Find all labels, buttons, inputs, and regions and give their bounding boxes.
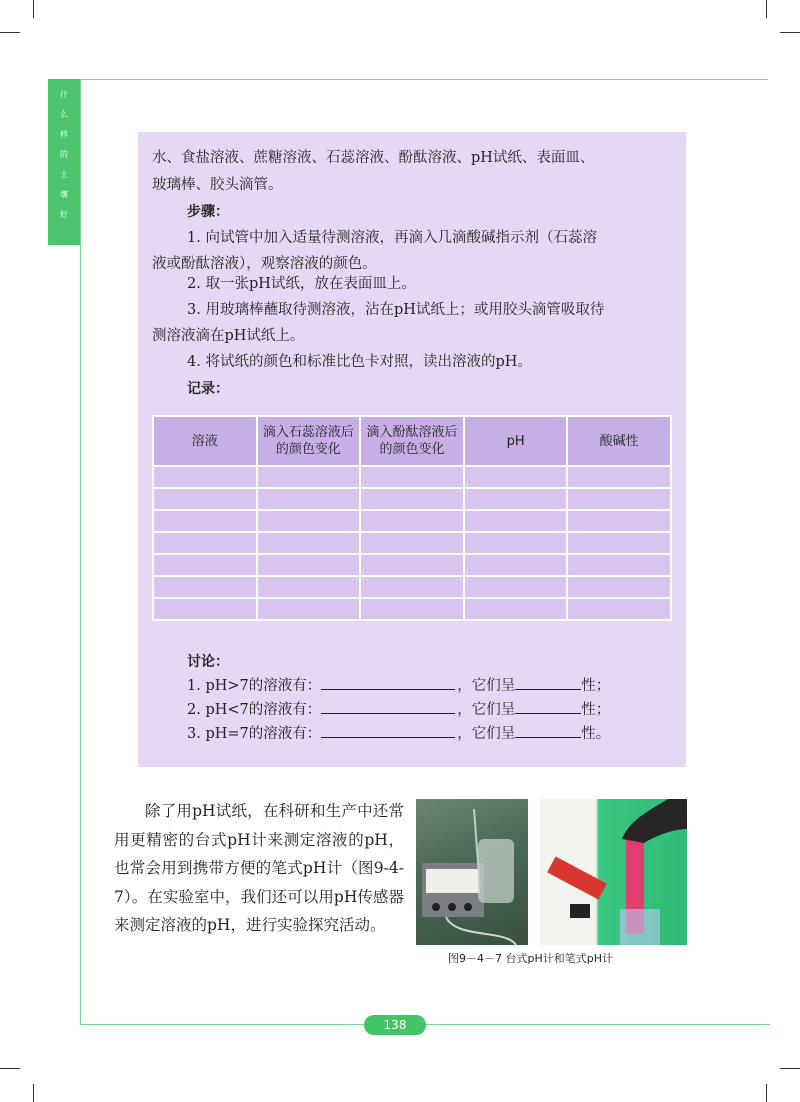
pen-ph-meter-photo — [540, 799, 687, 945]
pen-ph-meter-image — [540, 799, 687, 945]
column-header: 滴入酚酞溶液后的颜色变化 — [360, 416, 464, 466]
table-cell[interactable] — [360, 598, 464, 620]
table-cell[interactable] — [464, 510, 568, 532]
discussion-item — [187, 698, 610, 722]
discussion-heading: 讨论： — [187, 654, 229, 670]
table-row — [153, 488, 671, 510]
page-frame-left — [80, 79, 81, 1024]
table-cell[interactable] — [153, 576, 257, 598]
side-tab-char: 的 — [60, 150, 68, 159]
column-header: 溶液 — [153, 416, 257, 466]
discussion-prefix: 1. pH>7的溶液有： — [187, 678, 322, 694]
table-cell[interactable] — [360, 488, 464, 510]
table-cell[interactable] — [257, 576, 361, 598]
table-cell[interactable] — [257, 554, 361, 576]
table-cell[interactable] — [567, 598, 671, 620]
table-row — [153, 554, 671, 576]
side-tab-char: 好 — [60, 210, 68, 219]
discussion-middle: ，它们呈 — [457, 678, 516, 694]
table-cell[interactable] — [257, 598, 361, 620]
table-row — [153, 466, 671, 488]
discussion-middle: ，它们呈 — [457, 702, 516, 718]
table-cell[interactable] — [153, 554, 257, 576]
answer-blank[interactable] — [515, 674, 581, 690]
table-cell[interactable] — [153, 510, 257, 532]
side-tab-char: 什 — [60, 90, 68, 99]
table-row — [153, 532, 671, 554]
table-header-row — [153, 416, 671, 466]
materials-line: 水、食盐溶液、蔗糖溶液、石蕊溶液、酚酞溶液、pH试纸、表面皿、 — [152, 150, 595, 166]
table-cell[interactable] — [360, 554, 464, 576]
page-frame-top — [80, 79, 768, 80]
step-text: 测溶液滴在pH试纸上。 — [152, 328, 305, 344]
table-cell[interactable] — [257, 510, 361, 532]
table-cell[interactable] — [257, 466, 361, 488]
record-table — [152, 415, 672, 621]
table-cell[interactable] — [567, 466, 671, 488]
table-cell[interactable] — [360, 532, 464, 554]
body-paragraph: 除了用pH试纸，在科研和生产中还常用更精密的台式pH计来测定溶液的pH，也常会用到携带方便的笔式pH计（图9-4-7）。在实验室中，我们还可以用pH传感器来测定溶液的pH，进行实验探究活动。 — [114, 802, 404, 934]
table-cell[interactable] — [567, 510, 671, 532]
discussion-prefix: 3. pH=7的溶液有： — [187, 726, 322, 742]
crop-mark — [780, 1068, 800, 1069]
table-cell[interactable] — [464, 554, 568, 576]
side-tab-char: 壤 — [60, 190, 68, 199]
column-header: pH — [464, 416, 568, 466]
crop-mark — [0, 1068, 20, 1069]
answer-blank[interactable] — [515, 722, 581, 738]
table-cell[interactable] — [153, 532, 257, 554]
discussion-middle: ，它们呈 — [457, 726, 516, 742]
materials-line: 玻璃棒、胶头滴管。 — [152, 177, 283, 193]
steps-heading: 步骤： — [187, 204, 229, 220]
discussion-item — [187, 722, 610, 746]
table-cell[interactable] — [464, 466, 568, 488]
page-number: 138 — [364, 1015, 426, 1035]
step-text: 液或酚酞溶液），观察溶液的颜色。 — [152, 256, 377, 272]
crop-mark — [0, 32, 20, 33]
table-row — [153, 576, 671, 598]
body-text-block — [114, 797, 404, 940]
table-cell[interactable] — [153, 598, 257, 620]
answer-blank[interactable] — [321, 674, 455, 690]
table-cell[interactable] — [257, 488, 361, 510]
table-cell[interactable] — [464, 576, 568, 598]
column-header: 酸碱性 — [567, 416, 671, 466]
answer-blank[interactable] — [321, 722, 455, 738]
column-header: 滴入石蕊溶液后的颜色变化 — [257, 416, 361, 466]
step-text: 1. 向试管中加入适量待测溶液，再滴入几滴酸碱指示剂（石蕊溶 — [187, 230, 597, 246]
table-cell[interactable] — [153, 488, 257, 510]
step-text: 2. 取一张pH试纸，放在表面皿上。 — [187, 276, 416, 292]
record-table-body — [153, 466, 671, 620]
record-heading: 记录： — [187, 381, 229, 397]
crop-mark — [780, 32, 800, 33]
step-text: 4. 将试纸的颜色和标准比色卡对照，读出溶液的pH。 — [187, 354, 532, 370]
answer-blank[interactable] — [515, 698, 581, 714]
table-cell[interactable] — [153, 466, 257, 488]
table-row — [153, 510, 671, 532]
discussion-suffix: 性； — [581, 678, 611, 694]
discussion-suffix: 性。 — [581, 726, 611, 742]
table-cell[interactable] — [360, 510, 464, 532]
discussion-item — [187, 674, 610, 698]
crop-mark — [33, 1084, 34, 1102]
benchtop-ph-meter-image — [416, 799, 528, 945]
benchtop-ph-meter-photo — [416, 799, 528, 945]
table-cell[interactable] — [567, 532, 671, 554]
table-cell[interactable] — [360, 576, 464, 598]
crop-mark — [766, 0, 767, 18]
table-cell[interactable] — [257, 532, 361, 554]
chapter-side-tab — [48, 79, 80, 245]
side-tab-char: 样 — [60, 130, 68, 139]
crop-mark — [33, 0, 34, 18]
answer-blank[interactable] — [321, 698, 455, 714]
discussion-prefix: 2. pH<7的溶液有： — [187, 702, 322, 718]
figure-caption: 图9－4－7 台式pH计和笔式pH计 — [448, 952, 613, 965]
side-tab-char: 么 — [60, 110, 68, 119]
step-text: 3. 用玻璃棒蘸取待测溶液，沾在pH试纸上；或用胶头滴管吸取待 — [187, 302, 605, 318]
table-cell[interactable] — [567, 554, 671, 576]
side-tab-char: 土 — [60, 170, 68, 179]
discussion-suffix: 性； — [581, 702, 611, 718]
table-cell[interactable] — [567, 488, 671, 510]
table-cell[interactable] — [360, 466, 464, 488]
table-row — [153, 598, 671, 620]
crop-mark — [766, 1084, 767, 1102]
table-cell[interactable] — [567, 576, 671, 598]
table-cell[interactable] — [464, 532, 568, 554]
table-cell[interactable] — [464, 598, 568, 620]
table-cell[interactable] — [464, 488, 568, 510]
